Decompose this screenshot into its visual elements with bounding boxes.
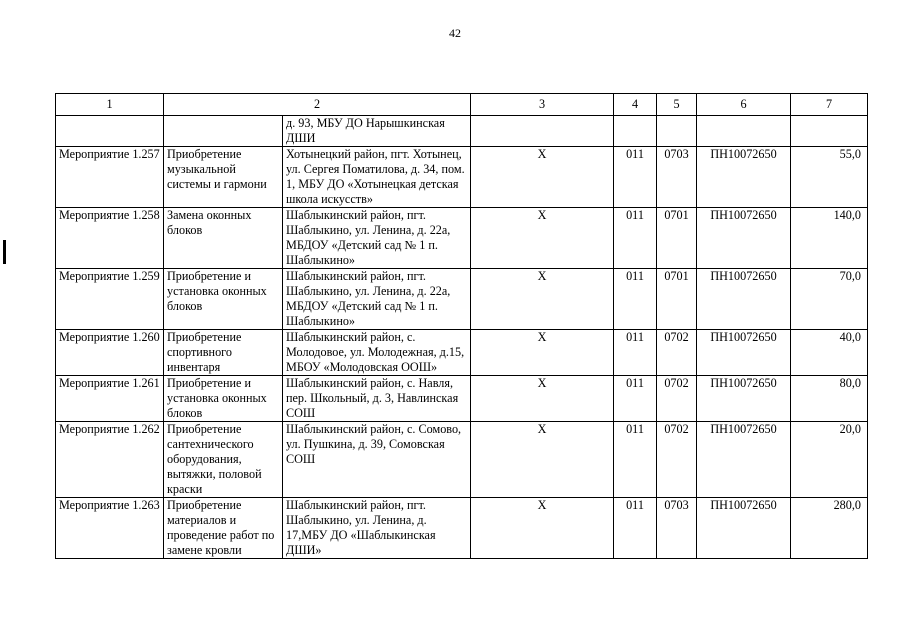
address-cell: Шаблыкинский район, с. Молодовое, ул. Молодежная, д.15, МБОУ «Молодовская ООШ» [283,330,471,376]
table-row [56,422,868,498]
address-cell: Шаблыкинский район, пгт. Шаблыкино, ул. Ленина, д. 22а, МБДОУ «Детский сад № 1 п. Шаблыкино» [283,208,471,269]
name-cell: Приобретение музыкальной системы и гармони [164,147,283,208]
event-cell: Мероприятие 1.260 [56,330,164,376]
mark-cell: Х [471,376,614,422]
header-cell: 7 [791,94,868,116]
page-number: 42 [449,26,461,40]
amount-cell: 280,0 [791,498,868,559]
table-row [56,208,868,269]
amount-cell: 40,0 [791,330,868,376]
code-6-cell: ПН10072650 [697,208,791,269]
header-cell: 2 [164,94,471,116]
table-row [56,147,868,208]
empty-cell [791,116,868,147]
code-4-cell: 011 [614,208,657,269]
code-5-cell: 0702 [657,422,697,498]
address-cell: д. 93, МБУ ДО Нарышкинская ДШИ [283,116,471,147]
mark-cell: Х [471,330,614,376]
code-6-cell: ПН10072650 [697,498,791,559]
name-cell: Замена оконных блоков [164,208,283,269]
header-cell: 3 [471,94,614,116]
header-cell: 6 [697,94,791,116]
event-cell: Мероприятие 1.261 [56,376,164,422]
code-6-cell: ПН10072650 [697,376,791,422]
code-6-cell: ПН10072650 [697,147,791,208]
continuation-row [56,116,868,147]
name-cell: Приобретение и установка оконных блоков [164,376,283,422]
table-row [56,498,868,559]
code-5-cell: 0702 [657,330,697,376]
code-5-cell: 0701 [657,269,697,330]
budget-table [55,93,868,559]
table-row [56,269,868,330]
code-5-cell: 0702 [657,376,697,422]
margin-mark [3,240,6,264]
event-cell: Мероприятие 1.257 [56,147,164,208]
empty-cell [56,116,164,147]
mark-cell: Х [471,422,614,498]
event-cell: Мероприятие 1.259 [56,269,164,330]
mark-cell: Х [471,147,614,208]
code-5-cell: 0701 [657,208,697,269]
amount-cell: 140,0 [791,208,868,269]
code-4-cell: 011 [614,376,657,422]
empty-cell [657,116,697,147]
header-row [56,94,868,116]
header-cell: 5 [657,94,697,116]
code-5-cell: 0703 [657,498,697,559]
code-4-cell: 011 [614,498,657,559]
header-cell: 1 [56,94,164,116]
code-6-cell: ПН10072650 [697,330,791,376]
address-cell: Хотынецкий район, пгт. Хотынец, ул. Сергея Поматилова, д. 34, пом. 1, МБУ ДО «Хотынецкая детская школа искусств» [283,147,471,208]
amount-cell: 55,0 [791,147,868,208]
code-4-cell: 011 [614,422,657,498]
name-cell: Приобретение сантехнического оборудования, вытяжки, половой краски [164,422,283,498]
amount-cell: 20,0 [791,422,868,498]
table-row [56,330,868,376]
code-4-cell: 011 [614,269,657,330]
address-cell: Шаблыкинский район, пгт. Шаблыкино, ул. Ленина, д. 17,МБУ ДО «Шаблыкинская ДШИ» [283,498,471,559]
empty-cell [164,116,283,147]
code-4-cell: 011 [614,147,657,208]
table-row [56,376,868,422]
empty-cell [614,116,657,147]
mark-cell: Х [471,498,614,559]
address-cell: Шаблыкинский район, с. Сомово, ул. Пушкина, д. 39, Сомовская СОШ [283,422,471,498]
event-cell: Мероприятие 1.263 [56,498,164,559]
code-6-cell: ПН10072650 [697,269,791,330]
mark-cell: Х [471,269,614,330]
code-4-cell: 011 [614,330,657,376]
amount-cell: 80,0 [791,376,868,422]
name-cell: Приобретение спортивного инвентаря [164,330,283,376]
address-cell: Шаблыкинский район, пгт. Шаблыкино, ул. Ленина, д. 22а, МБДОУ «Детский сад № 1 п. Шаблыкино» [283,269,471,330]
empty-cell [697,116,791,147]
empty-cell [471,116,614,147]
name-cell: Приобретение материалов и проведение работ по замене кровли [164,498,283,559]
event-cell: Мероприятие 1.258 [56,208,164,269]
address-cell: Шаблыкинский район, с. Навля, пер. Школьный, д. 3, Навлинская СОШ [283,376,471,422]
code-5-cell: 0703 [657,147,697,208]
event-cell: Мероприятие 1.262 [56,422,164,498]
amount-cell: 70,0 [791,269,868,330]
header-cell: 4 [614,94,657,116]
code-6-cell: ПН10072650 [697,422,791,498]
name-cell: Приобретение и установка оконных блоков [164,269,283,330]
mark-cell: Х [471,208,614,269]
